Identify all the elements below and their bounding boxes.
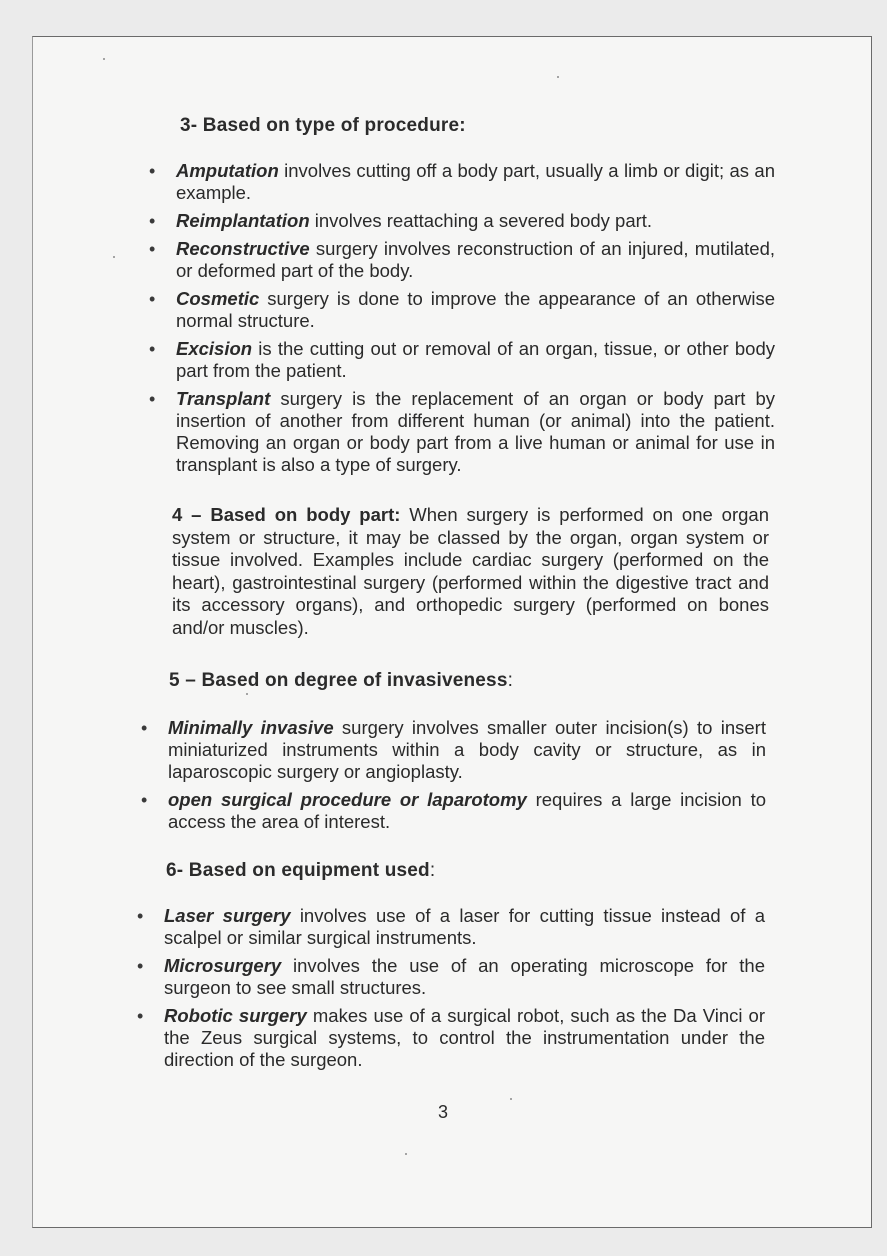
section-4-heading: 4 – Based on body part: xyxy=(172,504,401,525)
term: Cosmetic xyxy=(176,288,260,309)
section-6-heading-colon: : xyxy=(429,860,436,881)
term: Amputation xyxy=(176,160,279,181)
item-text: involves cutting off a body part, usually a limb or digit; as an example. xyxy=(176,160,775,203)
bullet-icon: • xyxy=(137,1006,144,1026)
section-4-paragraph xyxy=(172,504,769,639)
scan-speck xyxy=(557,76,559,78)
section-6-heading-text: 6- Based on equipment used xyxy=(166,860,430,881)
bullet-icon: • xyxy=(149,289,156,309)
item-text: surgery is done to improve the appearance of an otherwise normal structure. xyxy=(176,288,775,331)
list-item xyxy=(137,1005,765,1071)
item-text: is the cutting out or removal of an organ, tissue, or other body part from the patient. xyxy=(176,338,775,381)
item-text: requires a large incision to access the area of interest. xyxy=(168,789,766,832)
scan-speck xyxy=(113,256,115,258)
list-item xyxy=(141,717,766,783)
item-text: involves use of a laser for cutting tissue instead of a scalpel or similar surgical instruments. xyxy=(164,905,765,948)
item-text: surgery involves smaller outer incision(s) to insert miniaturized instruments within a body cavity or structure, as in laparoscopic surgery or angioplasty. xyxy=(168,717,766,782)
term: Reimplantation xyxy=(176,210,310,231)
term: Laser surgery xyxy=(164,905,291,926)
term: Robotic surgery xyxy=(164,1005,307,1026)
section-3-heading: 3- Based on type of procedure: xyxy=(180,115,466,136)
bullet-icon: • xyxy=(141,790,148,810)
list-item xyxy=(149,288,775,332)
term: Excision xyxy=(176,338,253,359)
bullet-icon: • xyxy=(149,389,156,409)
term: Minimally invasive xyxy=(168,717,334,738)
bullet-icon: • xyxy=(149,211,156,231)
list-item xyxy=(137,955,765,999)
list-item xyxy=(149,338,775,382)
scan-speck xyxy=(510,1098,512,1100)
list-item xyxy=(149,388,775,476)
section-6-heading xyxy=(166,860,435,882)
section-6-list xyxy=(137,905,765,1077)
term: Microsurgery xyxy=(164,955,282,976)
item-text: makes use of a surgical robot, such as the Da Vinci or the Zeus surgical systems, to control the instrumentation under the direction of the surgeon. xyxy=(164,1005,765,1070)
section-5-heading xyxy=(169,670,513,692)
item-text: involves reattaching a severed body part. xyxy=(309,210,653,231)
scan-speck xyxy=(103,58,105,60)
term: open surgical procedure or laparotomy xyxy=(168,789,527,810)
list-item xyxy=(141,789,766,833)
section-5-heading-text: 5 – Based on degree of invasiveness xyxy=(169,670,508,691)
section-4-text: When surgery is performed on one organ system or structure, it may be classed by the organ, organ system or tissue involved. Examples include cardiac surgery (performed on the heart), gastrointestinal surgery (performed within the digestive tract and its accessory organs), and orthopedic surgery (performed on bones and/or muscles). xyxy=(172,504,769,638)
bullet-icon: • xyxy=(149,239,156,259)
section-5-list xyxy=(141,717,766,839)
page-number: 3 xyxy=(438,1102,449,1122)
bullet-icon: • xyxy=(137,906,144,926)
item-text: surgery is the replacement of an organ or body part by insertion of another from different human (or animal) into the patient. Removing an organ or body part from a live human or animal for use in transplant is also a type of surgery. xyxy=(176,388,775,475)
bullet-icon: • xyxy=(141,718,148,738)
section-5-heading-colon: : xyxy=(507,670,514,691)
scan-speck xyxy=(246,693,248,695)
section-3-list xyxy=(149,160,775,482)
bullet-icon: • xyxy=(137,956,144,976)
list-item xyxy=(149,160,775,204)
list-item xyxy=(149,210,775,232)
bullet-icon: • xyxy=(149,339,156,359)
term: Transplant xyxy=(176,388,271,409)
list-item xyxy=(149,238,775,282)
item-text: surgery involves reconstruction of an injured, mutilated, or deformed part of the body. xyxy=(176,238,775,281)
list-item xyxy=(137,905,765,949)
item-text: involves the use of an operating microscope for the surgeon to see small structures. xyxy=(164,955,765,998)
scan-speck xyxy=(405,1153,407,1155)
bullet-icon: • xyxy=(149,161,156,181)
term: Reconstructive xyxy=(176,238,310,259)
